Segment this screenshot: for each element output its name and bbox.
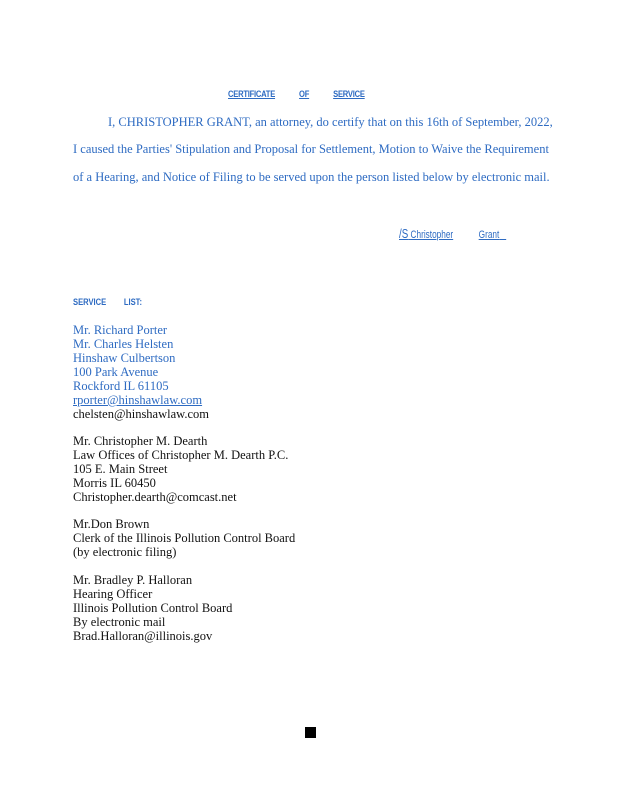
recipient-line: Morris IL 60450 (73, 476, 156, 490)
email-chelsten: chelsten@hinshawlaw.com (73, 407, 210, 421)
recipient-porter-helsten (73, 323, 209, 421)
signature-first: Christopher (410, 229, 454, 241)
service-list-word-1: SERVICE (73, 297, 107, 308)
recipient-line: Mr. Christopher M. Dearth (73, 434, 208, 448)
recipient-line: Illinois Pollution Control Board (73, 601, 233, 615)
recipient-brown (73, 517, 295, 559)
recipient-line: Hearing Officer (73, 587, 153, 601)
recipient-line: (by electronic filing) (73, 545, 177, 559)
recipient-dearth (73, 434, 288, 504)
recipient-line: Brad.Halloran@illinois.gov (73, 629, 213, 643)
signature-last: Grant (478, 229, 500, 241)
recipient-halloran (73, 573, 232, 643)
signature (399, 226, 506, 241)
recipient-line: Rockford IL 61105 (73, 379, 169, 393)
recipient-line: Law Offices of Christopher M. Dearth P.C. (73, 448, 289, 462)
page-marker (305, 727, 316, 738)
recipient-line: Clerk of the Illinois Pollution Control Board (73, 531, 296, 545)
recipient-line: Mr. Richard Porter (73, 323, 168, 337)
service-list-word-2: LIST: (123, 297, 142, 308)
title-word-certificate: CERTIFICATE (228, 89, 276, 100)
body-line-3: of a Hearing, and Notice of Filing to be served upon the person listed below by electronic mail. (73, 170, 550, 184)
certificate-title (228, 89, 365, 100)
body-line-2: I caused the Parties' Stipulation and Proposal for Settlement, Motion to Waive the Requirement (73, 142, 549, 156)
recipient-line: Mr.Don Brown (73, 517, 150, 531)
recipient-line: By electronic mail (73, 615, 166, 629)
recipient-line: 105 E. Main Street (73, 462, 168, 476)
signature-prefix: /S (399, 226, 409, 241)
recipient-line: 100 Park Avenue (73, 365, 159, 379)
recipient-line: Hinshaw Culbertson (73, 351, 176, 365)
recipient-line: Mr. Charles Helsten (73, 337, 174, 351)
recipient-line: Christopher.dearth@comcast.net (73, 490, 237, 504)
email-link-rporter[interactable]: rporter@hinshawlaw.com (73, 393, 203, 407)
title-word-service: SERVICE (333, 89, 365, 100)
service-list-heading (73, 297, 142, 308)
title-word-of: OF (299, 89, 310, 100)
recipient-line: Mr. Bradley P. Halloran (73, 573, 193, 587)
body-line-1: I, CHRISTOPHER GRANT, an attorney, do certify that on this 16th of September, 2022, (108, 115, 553, 129)
